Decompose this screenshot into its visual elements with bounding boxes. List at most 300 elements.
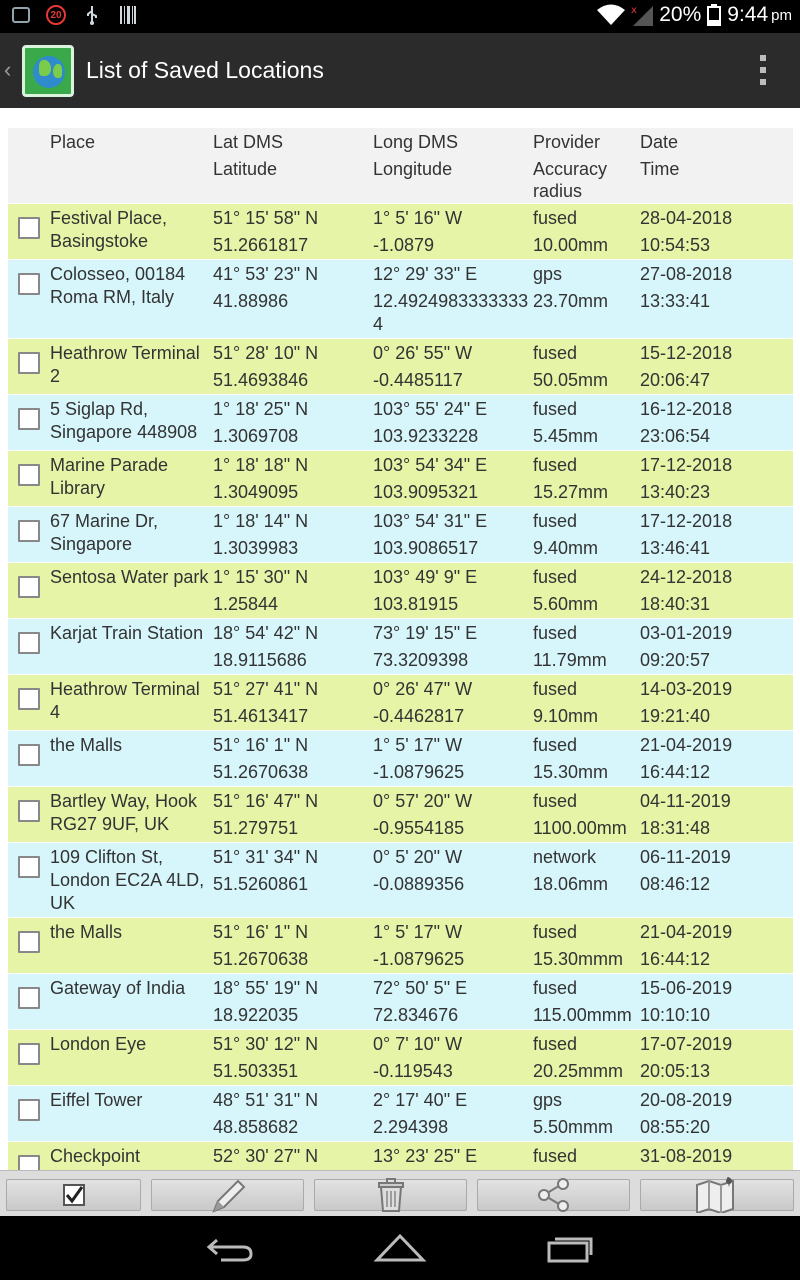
row-checkbox[interactable]: [18, 1043, 40, 1065]
long-dms: 103° 54' 31" E: [373, 511, 488, 531]
time: 08:46:12: [640, 874, 711, 894]
longitude-cell: [373, 675, 533, 731]
row-checkbox[interactable]: [18, 744, 40, 766]
row-checkbox[interactable]: [18, 1099, 40, 1121]
place-name: Marine Parade Library: [50, 455, 169, 498]
latitude-cell: [213, 619, 373, 675]
long-dms: 103° 54' 34" E: [373, 455, 488, 475]
date: 15-12-2018: [640, 343, 733, 363]
wifi-icon: [597, 4, 625, 26]
long-dms: 0° 26' 47" W: [373, 679, 473, 699]
longitude-cell: [373, 1142, 533, 1171]
provider-cell: [533, 507, 640, 563]
place-cell: [50, 563, 213, 619]
long-dms: 13° 23' 25" E: [373, 1146, 478, 1166]
place-name: Karjat Train Station: [50, 623, 204, 643]
accuracy: 15.30mm: [533, 762, 609, 782]
provider-cell: [533, 339, 640, 395]
long-dms: 72° 50' 5" E: [373, 978, 468, 998]
provider: fused: [533, 922, 578, 942]
provider-cell: [533, 1030, 640, 1086]
time: 19:21:40: [640, 706, 711, 726]
provider: gps: [533, 1090, 563, 1110]
recents-icon[interactable]: [540, 1230, 600, 1266]
place-name: Sentosa Water park: [50, 567, 209, 587]
place-cell: [50, 451, 213, 507]
system-status: [597, 3, 792, 27]
table-row[interactable]: [8, 204, 793, 260]
date: 28-04-2018: [640, 208, 733, 228]
provider: fused: [533, 679, 578, 699]
provider: fused: [533, 208, 578, 228]
datetime-cell: [640, 1030, 793, 1086]
provider-cell: [533, 619, 640, 675]
signal-icon: [631, 4, 653, 26]
row-checkbox[interactable]: [18, 464, 40, 486]
long-decimal: 103.9233228: [373, 426, 479, 446]
time: 18:40:31: [640, 594, 711, 614]
row-checkbox-cell: [8, 395, 50, 451]
latitude-cell: [213, 204, 373, 260]
date: 17-07-2019: [640, 1034, 733, 1054]
long-decimal: -0.119543: [373, 1061, 453, 1081]
table-row[interactable]: [8, 1142, 793, 1171]
lat-dms: 51° 28' 10" N: [213, 343, 319, 363]
date: 20-08-2019: [640, 1090, 733, 1110]
battery-icon: [707, 4, 721, 26]
clock-ampm: pm: [771, 6, 792, 24]
row-checkbox[interactable]: [18, 576, 40, 598]
date: 31-08-2019: [640, 1146, 733, 1166]
long-dms: 0° 57' 20" W: [373, 791, 473, 811]
provider: fused: [533, 1034, 578, 1054]
provider: fused: [533, 343, 578, 363]
lat-dms: 51° 15' 58" N: [213, 208, 319, 228]
app-logo-icon[interactable]: [22, 45, 74, 97]
longitude-cell: [373, 563, 533, 619]
row-checkbox-cell: [8, 260, 50, 339]
datetime-cell: [640, 339, 793, 395]
row-checkbox[interactable]: [18, 688, 40, 710]
long-decimal: 103.9086517: [373, 538, 479, 558]
datetime-cell: [640, 395, 793, 451]
datetime-cell: [640, 974, 793, 1030]
time: 20:06:47: [640, 370, 711, 390]
place-name: Checkpoint: [50, 1146, 141, 1166]
row-checkbox[interactable]: [18, 273, 40, 295]
place-cell: [50, 843, 213, 918]
battery-percent: 20%: [659, 3, 702, 26]
table-row[interactable]: [8, 395, 793, 451]
provider-cell: [533, 1086, 640, 1142]
row-checkbox-cell: [8, 1142, 50, 1171]
date: 06-11-2019: [640, 847, 731, 867]
row-checkbox-cell: [8, 675, 50, 731]
row-checkbox[interactable]: [18, 987, 40, 1009]
header-checkbox-column: [8, 128, 50, 204]
time: 09:20:57: [640, 650, 711, 670]
provider-cell: [533, 395, 640, 451]
lat-decimal: 51.2661817: [213, 235, 309, 255]
trash-icon: [377, 1178, 405, 1212]
long-decimal: -1.0879625: [373, 949, 465, 969]
time: 16:44:12: [640, 949, 711, 969]
provider-cell: [533, 731, 640, 787]
place-cell: [50, 260, 213, 339]
provider: fused: [533, 1146, 578, 1166]
accuracy: 15.30mmm: [533, 949, 624, 969]
longitude-cell: [373, 1086, 533, 1142]
time: 10:54:53: [640, 235, 711, 255]
provider: fused: [533, 623, 578, 643]
lat-decimal: 48.858682: [213, 1117, 299, 1137]
date: 15-06-2019: [640, 978, 733, 998]
place-cell: [50, 339, 213, 395]
table-row[interactable]: [8, 619, 793, 675]
usb-icon: [82, 5, 102, 25]
long-dms: 1° 5' 17" W: [373, 922, 463, 942]
locations-table: [8, 128, 793, 1170]
row-checkbox-cell: [8, 563, 50, 619]
lat-decimal: 51.2670638: [213, 949, 309, 969]
provider: network: [533, 847, 597, 867]
barcode-icon: [118, 5, 138, 25]
long-dms: 2° 17' 40" E: [373, 1090, 468, 1110]
provider-cell: [533, 451, 640, 507]
place-name: Heathrow Terminal 2: [50, 343, 200, 386]
back-icon[interactable]: [200, 1230, 260, 1266]
provider-cell: [533, 675, 640, 731]
latitude-cell: [213, 918, 373, 974]
long-decimal: 12.49249833333334: [373, 291, 529, 334]
longitude-cell: [373, 843, 533, 918]
lat-decimal: 51.4693846: [213, 370, 309, 390]
accuracy: 1100.00mm: [533, 818, 627, 838]
long-decimal: -0.9554185: [373, 818, 465, 838]
edit-button[interactable]: [151, 1179, 304, 1211]
map-icon: [695, 1177, 739, 1213]
table-row[interactable]: [8, 843, 793, 918]
accuracy: 5.45mm: [533, 426, 599, 446]
latitude-cell: [213, 1142, 373, 1171]
time: 10:10:10: [640, 1005, 711, 1025]
provider-cell: [533, 974, 640, 1030]
table-row[interactable]: [8, 339, 793, 395]
row-checkbox-cell: [8, 974, 50, 1030]
place-cell: [50, 731, 213, 787]
provider: gps: [533, 264, 563, 284]
row-checkbox-cell: [8, 619, 50, 675]
accuracy: 20.25mmm: [533, 1061, 624, 1081]
lat-decimal: 18.9115686: [213, 650, 307, 670]
long-decimal: 2.294398: [373, 1117, 449, 1137]
long-dms: 103° 55' 24" E: [373, 399, 488, 419]
row-checkbox[interactable]: [18, 217, 40, 239]
svg-text:x: x: [631, 5, 638, 16]
lat-decimal: 51.279751: [213, 818, 299, 838]
accuracy: 15.27mm: [533, 482, 609, 502]
place-cell: [50, 787, 213, 843]
action-bar: [0, 33, 800, 108]
place-cell: [50, 395, 213, 451]
lat-decimal: 1.3049095: [213, 482, 299, 502]
place-name: Festival Place, Basingstoke: [50, 208, 168, 251]
place-name: 109 Clifton St, London EC2A 4LD, UK: [50, 847, 205, 913]
lat-dms: 48° 51' 31" N: [213, 1090, 319, 1110]
longitude-cell: [373, 731, 533, 787]
long-decimal: -0.4462817: [373, 706, 465, 726]
provider: fused: [533, 399, 578, 419]
datetime-cell: [640, 1086, 793, 1142]
lat-dms: 18° 55' 19" N: [213, 978, 319, 998]
row-checkbox-cell: [8, 731, 50, 787]
place-cell: [50, 918, 213, 974]
place-name: London Eye: [50, 1034, 147, 1054]
provider-cell: [533, 843, 640, 918]
accuracy: 18.06mm: [533, 874, 609, 894]
lat-decimal: 51.5260861: [213, 874, 309, 894]
datetime-cell: [640, 675, 793, 731]
map-button[interactable]: [640, 1179, 794, 1211]
datetime-cell: [640, 787, 793, 843]
place-cell: [50, 1086, 213, 1142]
latitude-cell: [213, 787, 373, 843]
table-header-row: [8, 128, 793, 204]
date: 21-04-2019: [640, 922, 733, 942]
long-decimal: -0.4485117: [373, 370, 463, 390]
lat-decimal: 41.88986: [213, 291, 289, 311]
table-row[interactable]: [8, 731, 793, 787]
place-name: the Malls: [50, 735, 123, 755]
long-dms: 1° 5' 16" W: [373, 208, 463, 228]
header-longitude: Long DMS Longitude: [373, 132, 459, 179]
place-cell: [50, 204, 213, 260]
locations-list-container[interactable]: [0, 108, 800, 1170]
date: 24-12-2018: [640, 567, 733, 587]
accuracy: 50.05mm: [533, 370, 609, 390]
accuracy: 9.10mm: [533, 706, 599, 726]
app-notification-icon: [12, 7, 30, 23]
row-checkbox[interactable]: [18, 1155, 40, 1170]
place-cell: [50, 675, 213, 731]
header-datetime: Date Time: [640, 132, 680, 179]
time: 13:33:41: [640, 291, 711, 311]
time: 18:31:48: [640, 818, 711, 838]
latitude-cell: [213, 451, 373, 507]
longitude-cell: [373, 918, 533, 974]
delete-button[interactable]: [314, 1179, 467, 1211]
latitude-cell: [213, 507, 373, 563]
place-name: Bartley Way, Hook RG27 9UF, UK: [50, 791, 198, 834]
provider: fused: [533, 567, 578, 587]
lat-decimal: 1.25844: [213, 594, 279, 614]
header-provider: Provider Accuracy radius: [533, 132, 608, 201]
header-latitude: Lat DMS Latitude: [213, 132, 284, 179]
provider-cell: [533, 1142, 640, 1171]
datetime-cell: [640, 1142, 793, 1171]
navigation-bar: [0, 1216, 800, 1280]
lat-dms: 51° 27' 41" N: [213, 679, 319, 699]
lat-dms: 1° 18' 14" N: [213, 511, 309, 531]
row-checkbox-cell: [8, 204, 50, 260]
long-dms: 1° 5' 17" W: [373, 735, 463, 755]
date: 17-12-2018: [640, 455, 733, 475]
table-row[interactable]: [8, 974, 793, 1030]
accuracy: 11.79mm: [533, 650, 607, 670]
place-name: the Malls: [50, 922, 123, 942]
latitude-cell: [213, 1030, 373, 1086]
longitude-cell: [373, 787, 533, 843]
notification-icons: [12, 5, 138, 25]
time: 13:46:41: [640, 538, 711, 558]
row-checkbox-cell: [8, 339, 50, 395]
lat-dms: 51° 16' 47" N: [213, 791, 319, 811]
lat-decimal: 51.503351: [213, 1061, 299, 1081]
lat-decimal: 1.3069708: [213, 426, 299, 446]
latitude-cell: [213, 731, 373, 787]
latitude-cell: [213, 563, 373, 619]
place-cell: [50, 974, 213, 1030]
accuracy: 23.70mm: [533, 291, 609, 311]
lat-dms: 52° 30' 27" N: [213, 1146, 319, 1166]
lat-dms: 51° 16' 1" N: [213, 735, 309, 755]
longitude-cell: [373, 451, 533, 507]
longitude-cell: [373, 339, 533, 395]
time: 08:55:20: [640, 1117, 711, 1137]
long-decimal: 73.3209398: [373, 650, 469, 670]
row-checkbox-cell: [8, 918, 50, 974]
datetime-cell: [640, 204, 793, 260]
datetime-cell: [640, 843, 793, 918]
provider: fused: [533, 511, 578, 531]
latitude-cell: [213, 675, 373, 731]
long-dms: 0° 5' 20" W: [373, 847, 463, 867]
lat-decimal: 51.2670638: [213, 762, 309, 782]
date: 27-08-2018: [640, 264, 733, 284]
row-checkbox[interactable]: [18, 352, 40, 374]
accuracy: 115.00mmm: [533, 1005, 632, 1025]
clock-time: 9:44: [727, 3, 769, 26]
date: 21-04-2019: [640, 735, 733, 755]
datetime-cell: [640, 260, 793, 339]
place-name: 5 Siglap Rd, Singapore 448908: [50, 399, 198, 442]
table-row[interactable]: [8, 1030, 793, 1086]
latitude-cell: [213, 974, 373, 1030]
up-chevron-icon[interactable]: ‹: [4, 57, 12, 82]
date: 04-11-2019: [640, 791, 731, 811]
time: 23:06:54: [640, 426, 711, 446]
datetime-cell: [640, 731, 793, 787]
table-row[interactable]: [8, 563, 793, 619]
table-row[interactable]: [8, 787, 793, 843]
longitude-cell: [373, 395, 533, 451]
table-row[interactable]: [8, 260, 793, 339]
row-checkbox-cell: [8, 1086, 50, 1142]
place-name: Gateway of India: [50, 978, 186, 998]
long-dms: 12° 29' 33" E: [373, 264, 478, 284]
lat-decimal: 51.4613417: [213, 706, 309, 726]
overflow-menu-icon[interactable]: [758, 55, 768, 85]
home-icon[interactable]: [370, 1230, 430, 1266]
provider-cell: [533, 260, 640, 339]
date: 14-03-2019: [640, 679, 733, 699]
longitude-cell: [373, 619, 533, 675]
table-row[interactable]: [8, 1086, 793, 1142]
lat-dms: 51° 31' 34" N: [213, 847, 319, 867]
place-name: Eiffel Tower: [50, 1090, 143, 1110]
page-title: List of Saved Locations: [86, 57, 324, 83]
place-name: Heathrow Terminal 4: [50, 679, 200, 722]
place-name: Colosseo, 00184 Roma RM, Italy: [50, 264, 186, 307]
long-decimal: 72.834676: [373, 1005, 459, 1025]
notif-count: 20: [50, 9, 62, 21]
latitude-cell: [213, 260, 373, 339]
date: 03-01-2019: [640, 623, 733, 643]
table-row[interactable]: [8, 918, 793, 974]
long-dms: 73° 19' 15" E: [373, 623, 478, 643]
longitude-cell: [373, 260, 533, 339]
place-cell: [50, 1142, 213, 1171]
lat-decimal: 18.922035: [213, 1005, 299, 1025]
datetime-cell: [640, 918, 793, 974]
long-dms: 0° 7' 10" W: [373, 1034, 463, 1054]
table-row[interactable]: [8, 675, 793, 731]
provider-cell: [533, 563, 640, 619]
place-name: 67 Marine Dr, Singapore: [50, 511, 159, 554]
longitude-cell: [373, 974, 533, 1030]
row-checkbox[interactable]: [18, 856, 40, 878]
select-all-button[interactable]: [6, 1179, 141, 1211]
lat-dms: 51° 16' 1" N: [213, 922, 309, 942]
date: 17-12-2018: [640, 511, 733, 531]
time: 20:05:13: [640, 1061, 711, 1081]
provider: fused: [533, 791, 578, 811]
lat-dms: 1° 18' 25" N: [213, 399, 309, 419]
bottom-toolbar: [0, 1170, 800, 1216]
row-checkbox[interactable]: [18, 408, 40, 430]
row-checkbox[interactable]: [18, 800, 40, 822]
latitude-cell: [213, 843, 373, 918]
latitude-cell: [213, 395, 373, 451]
table-row[interactable]: [8, 451, 793, 507]
provider-cell: [533, 204, 640, 260]
lat-decimal: 1.3039983: [213, 538, 299, 558]
provider-cell: [533, 787, 640, 843]
lat-dms: 51° 30' 12" N: [213, 1034, 319, 1054]
latitude-cell: [213, 339, 373, 395]
row-checkbox[interactable]: [18, 520, 40, 542]
share-button[interactable]: [477, 1179, 630, 1211]
time: 13:40:23: [640, 482, 711, 502]
table-row[interactable]: [8, 507, 793, 563]
provider: fused: [533, 455, 578, 475]
long-dms: 103° 49' 9" E: [373, 567, 478, 587]
datetime-cell: [640, 563, 793, 619]
lat-dms: 1° 15' 30" N: [213, 567, 309, 587]
row-checkbox[interactable]: [18, 632, 40, 654]
longitude-cell: [373, 1030, 533, 1086]
row-checkbox[interactable]: [18, 931, 40, 953]
accuracy: 9.40mm: [533, 538, 599, 558]
lat-dms: 18° 54' 42" N: [213, 623, 319, 643]
long-decimal: 103.81915: [373, 594, 459, 614]
date: 16-12-2018: [640, 399, 733, 419]
row-checkbox-cell: [8, 451, 50, 507]
count-badge-icon: [46, 5, 66, 25]
datetime-cell: [640, 619, 793, 675]
provider-cell: [533, 918, 640, 974]
latitude-cell: [213, 1086, 373, 1142]
